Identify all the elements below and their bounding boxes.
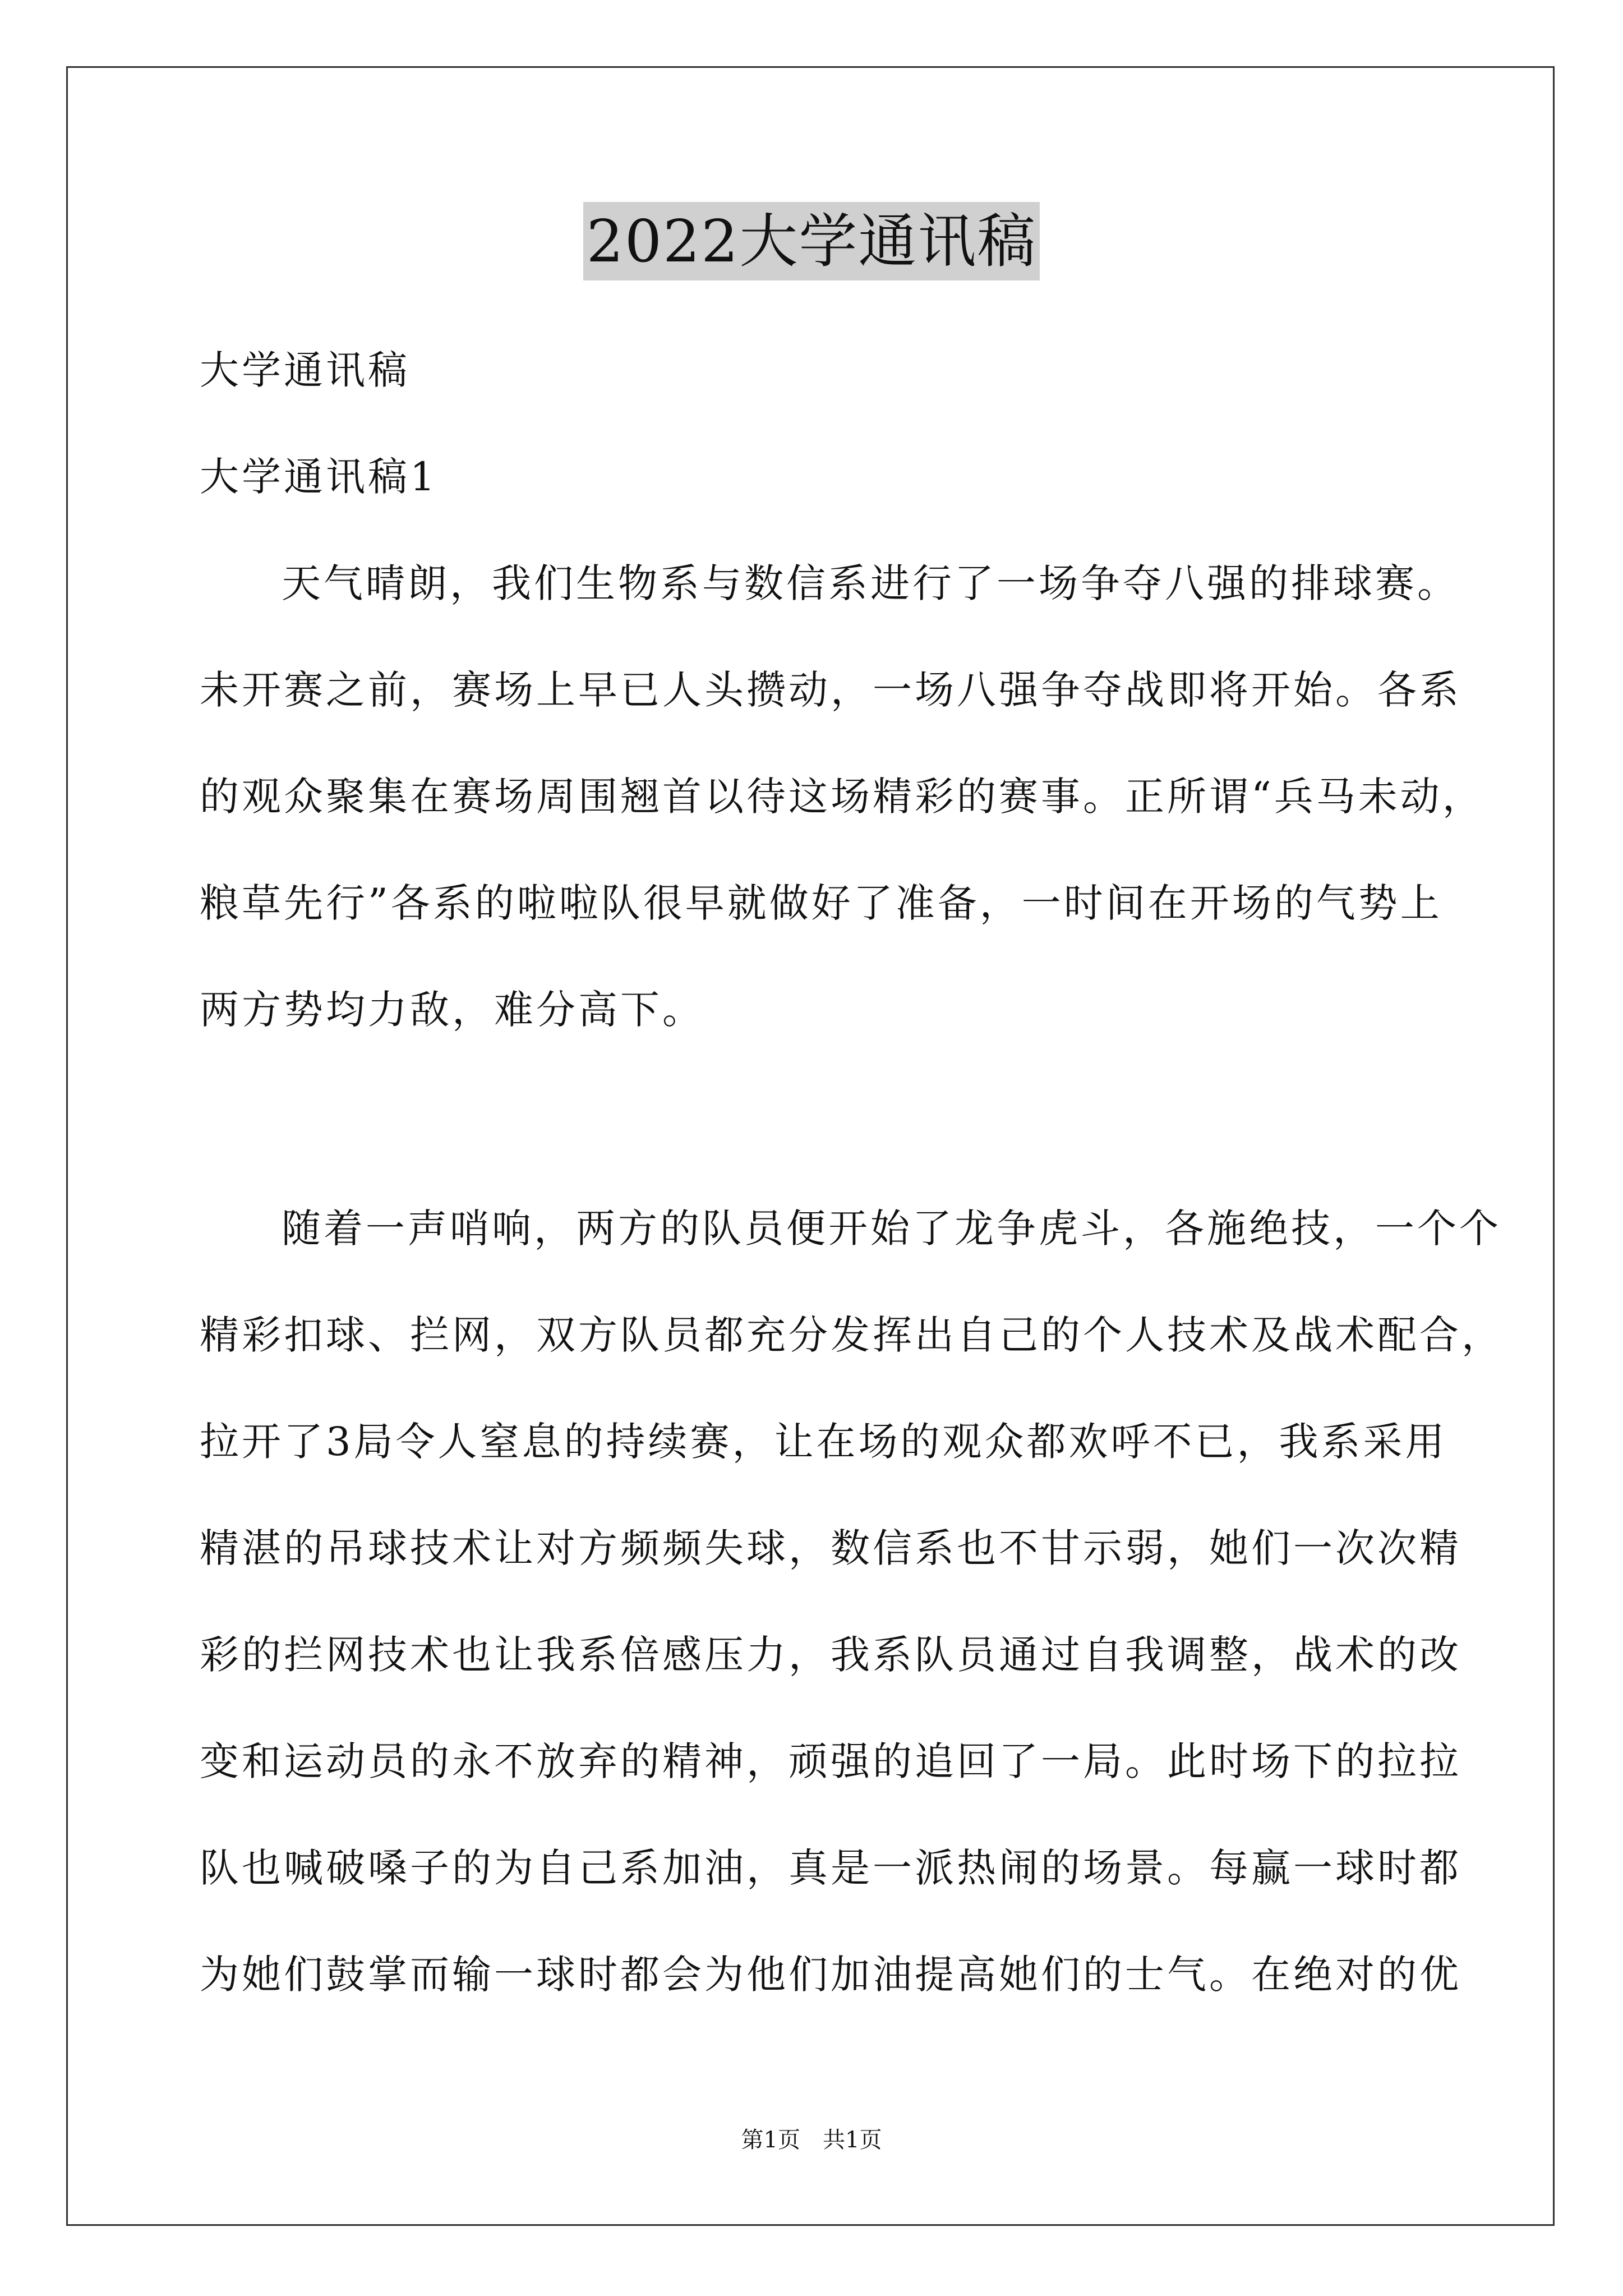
section-heading: 大学通讯稿1	[200, 454, 438, 500]
subtitle: 大学通讯稿	[200, 347, 410, 393]
title-container	[0, 202, 1623, 280]
paragraph-2-line-8: 为她们鼓掌而输一球时都会为他们加油提高她们的士气。在绝对的优	[200, 1952, 1461, 1998]
paragraph-1-line-1: 天气晴朗，我们生物系与数信系进行了一场争夺八强的排球赛。	[282, 560, 1459, 606]
paragraph-1-line-4: 粮草先行”各系的啦啦队很早就做好了准备，一时间在开场的气势上	[200, 880, 1442, 926]
paragraph-2-line-7: 队也喊破嗓子的为自己系加油，真是一派热闹的场景。每赢一球时都	[200, 1845, 1461, 1891]
paragraph-2-line-1: 随着一声哨响，两方的队员便开始了龙争虎斗，各施绝技，一个个	[282, 1205, 1501, 1251]
paragraph-2-line-5: 彩的拦网技术也让我系倍感压力，我系队员通过自我调整，战术的改	[200, 1632, 1461, 1678]
paragraph-1-line-3: 的观众聚集在赛场周围翘首以待这场精彩的赛事。正所谓“兵马未动，	[200, 774, 1484, 820]
page-footer: 第1页 共1页	[741, 2127, 882, 2153]
paragraph-2-line-2: 精彩扣球、拦网，双方队员都充分发挥出自己的个人技术及战术配合，	[200, 1312, 1504, 1358]
document-title: 2022大学通讯稿	[583, 202, 1040, 280]
paragraph-2-line-6: 变和运动员的永不放弃的精神，顽强的追回了一局。此时场下的拉拉	[200, 1738, 1461, 1784]
paragraph-2-line-4: 精湛的吊球技术让对方频频失球，数信系也不甘示弱，她们一次次精	[200, 1525, 1461, 1571]
paragraph-1-line-5: 两方势均力敌，难分高下。	[200, 987, 704, 1033]
paragraph-2-line-3: 拉开了3局令人窒息的持续赛，让在场的观众都欢呼不已，我系采用	[200, 1419, 1447, 1465]
paragraph-1-line-2: 未开赛之前，赛场上早已人头攒动，一场八强争夺战即将开始。各系	[200, 667, 1461, 713]
